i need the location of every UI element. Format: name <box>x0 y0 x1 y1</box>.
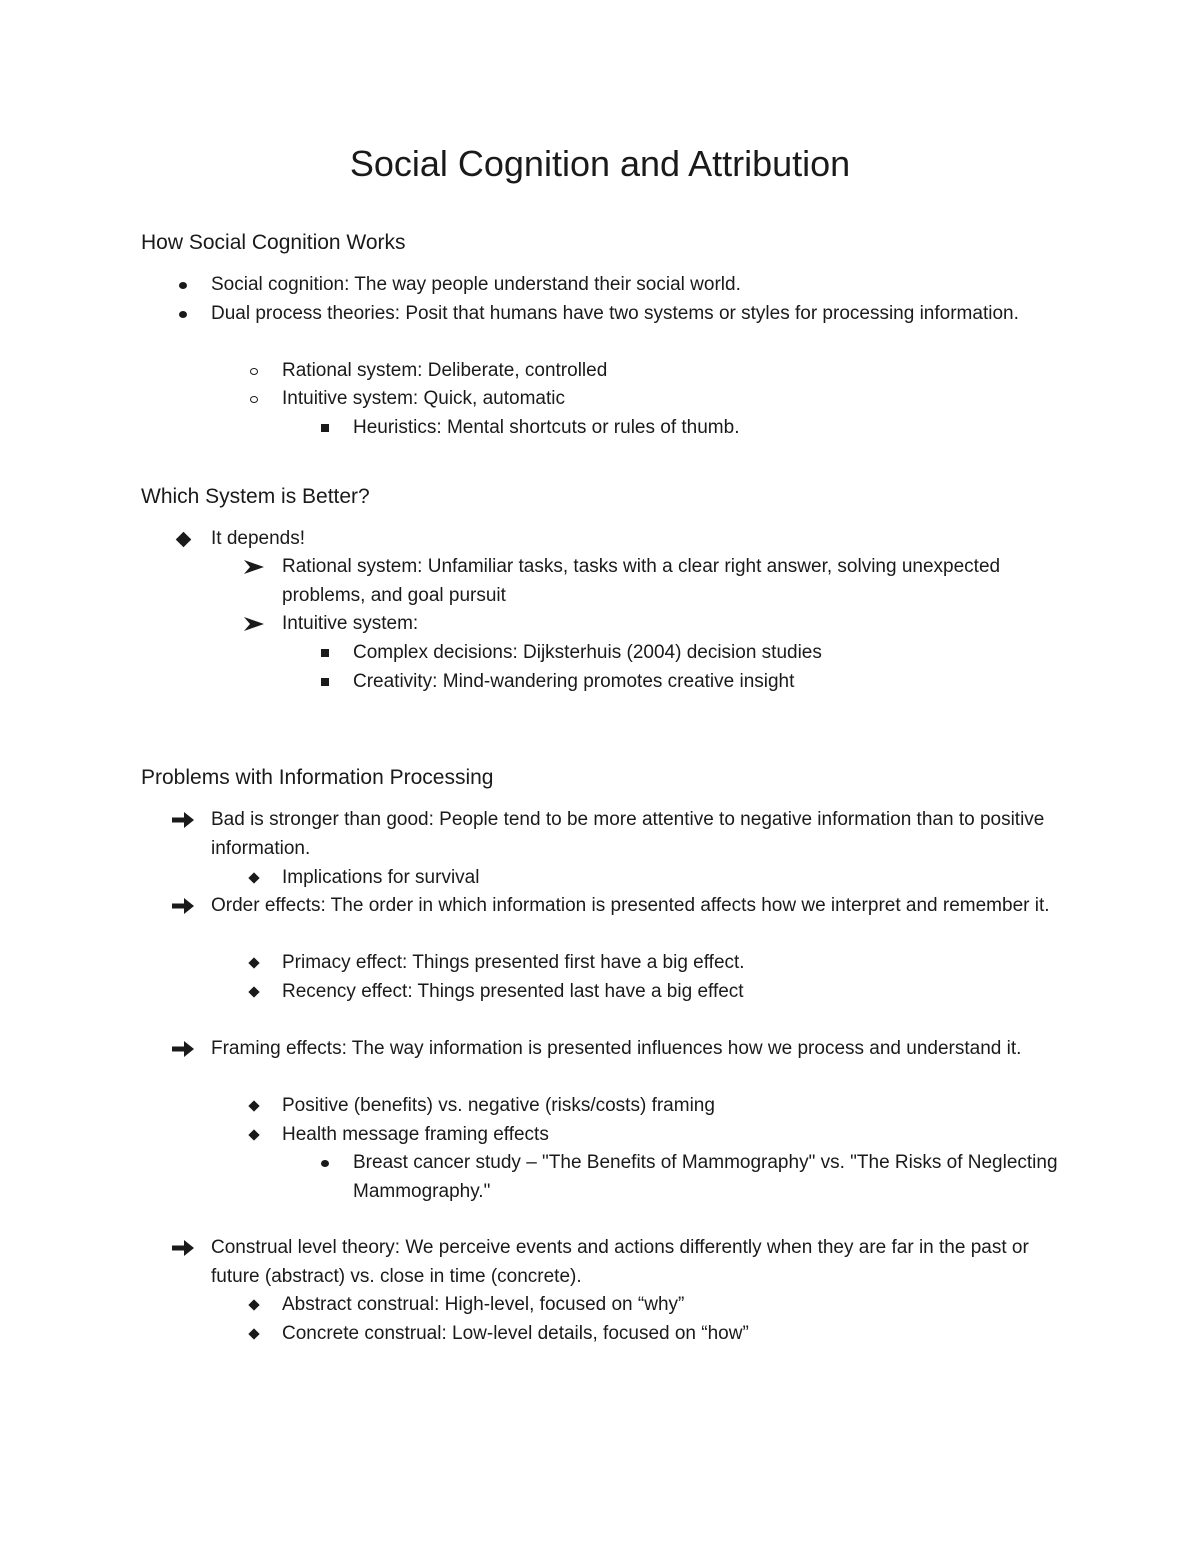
small-diamond-icon <box>242 1092 266 1121</box>
arrowhead-icon <box>242 553 266 582</box>
square-icon <box>313 414 337 443</box>
list-item: Rational system: Unfamiliar tasks, tasks with a clear right answer, solving unexpected problems, and goal pursuit <box>282 553 1072 610</box>
document-title: Social Cognition and Attribution <box>349 143 851 184</box>
list-item: Abstract construal: High-level, focused on “why” <box>282 1291 1072 1320</box>
small-diamond-icon <box>242 949 266 978</box>
small-diamond-icon <box>242 1291 266 1320</box>
list-item: Primacy effect: Things presented first have a big effect. <box>282 949 1072 978</box>
list-item: Bad is stronger than good: People tend to be more attentive to negative information than to positive information. <box>211 806 1071 863</box>
square-icon <box>313 639 337 668</box>
filled-circle-icon <box>171 271 195 300</box>
list-item: Health message framing effects <box>282 1121 1072 1150</box>
section-heading: Problems with Information Processing <box>141 766 494 789</box>
arrowhead-icon <box>242 610 266 639</box>
list-item: Concrete construal: Low-level details, focused on “how” <box>282 1320 1072 1349</box>
list-item: Intuitive system: <box>282 610 1072 639</box>
list-item: Rational system: Deliberate, controlled <box>282 357 1072 386</box>
list-item: Heuristics: Mental shortcuts or rules of thumb. <box>353 414 1073 443</box>
list-item: It depends! <box>211 525 1071 554</box>
list-item: Creativity: Mind-wandering promotes creative insight <box>353 668 1073 697</box>
open-circle-icon <box>242 385 266 414</box>
section-heading: Which System is Better? <box>141 485 370 508</box>
list-item: Social cognition: The way people understand their social world. <box>211 271 1071 300</box>
small-diamond-icon <box>242 1121 266 1150</box>
arrow-right-icon <box>171 1035 195 1064</box>
list-item: Framing effects: The way information is presented influences how we process and understand it. <box>211 1035 1071 1064</box>
square-icon <box>313 668 337 697</box>
section-heading: How Social Cognition Works <box>141 231 406 254</box>
arrow-right-icon <box>171 806 195 835</box>
list-item: Recency effect: Things presented last have a big effect <box>282 978 1072 1007</box>
filled-circle-icon <box>313 1149 337 1178</box>
arrow-right-icon <box>171 892 195 921</box>
diamond-icon <box>171 525 195 554</box>
list-item: Construal level theory: We perceive events and actions differently when they are far in the past or future (abstract) vs. close in time (concrete). <box>211 1234 1071 1291</box>
small-diamond-icon <box>242 1320 266 1349</box>
list-item: Positive (benefits) vs. negative (risks/costs) framing <box>282 1092 1072 1121</box>
small-diamond-icon <box>242 864 266 893</box>
list-item: Order effects: The order in which information is presented affects how we interpret and remember it. <box>211 892 1071 921</box>
list-item: Breast cancer study – "The Benefits of Mammography" vs. "The Risks of Neglecting Mammography." <box>353 1149 1073 1206</box>
filled-circle-icon <box>171 300 195 329</box>
list-item: Implications for survival <box>282 864 1072 893</box>
arrow-right-icon <box>171 1234 195 1263</box>
list-item: Complex decisions: Dijksterhuis (2004) decision studies <box>353 639 1073 668</box>
small-diamond-icon <box>242 978 266 1007</box>
list-item: Intuitive system: Quick, automatic <box>282 385 1072 414</box>
open-circle-icon <box>242 357 266 386</box>
list-item: Dual process theories: Posit that humans have two systems or styles for processing information. <box>211 300 1071 329</box>
